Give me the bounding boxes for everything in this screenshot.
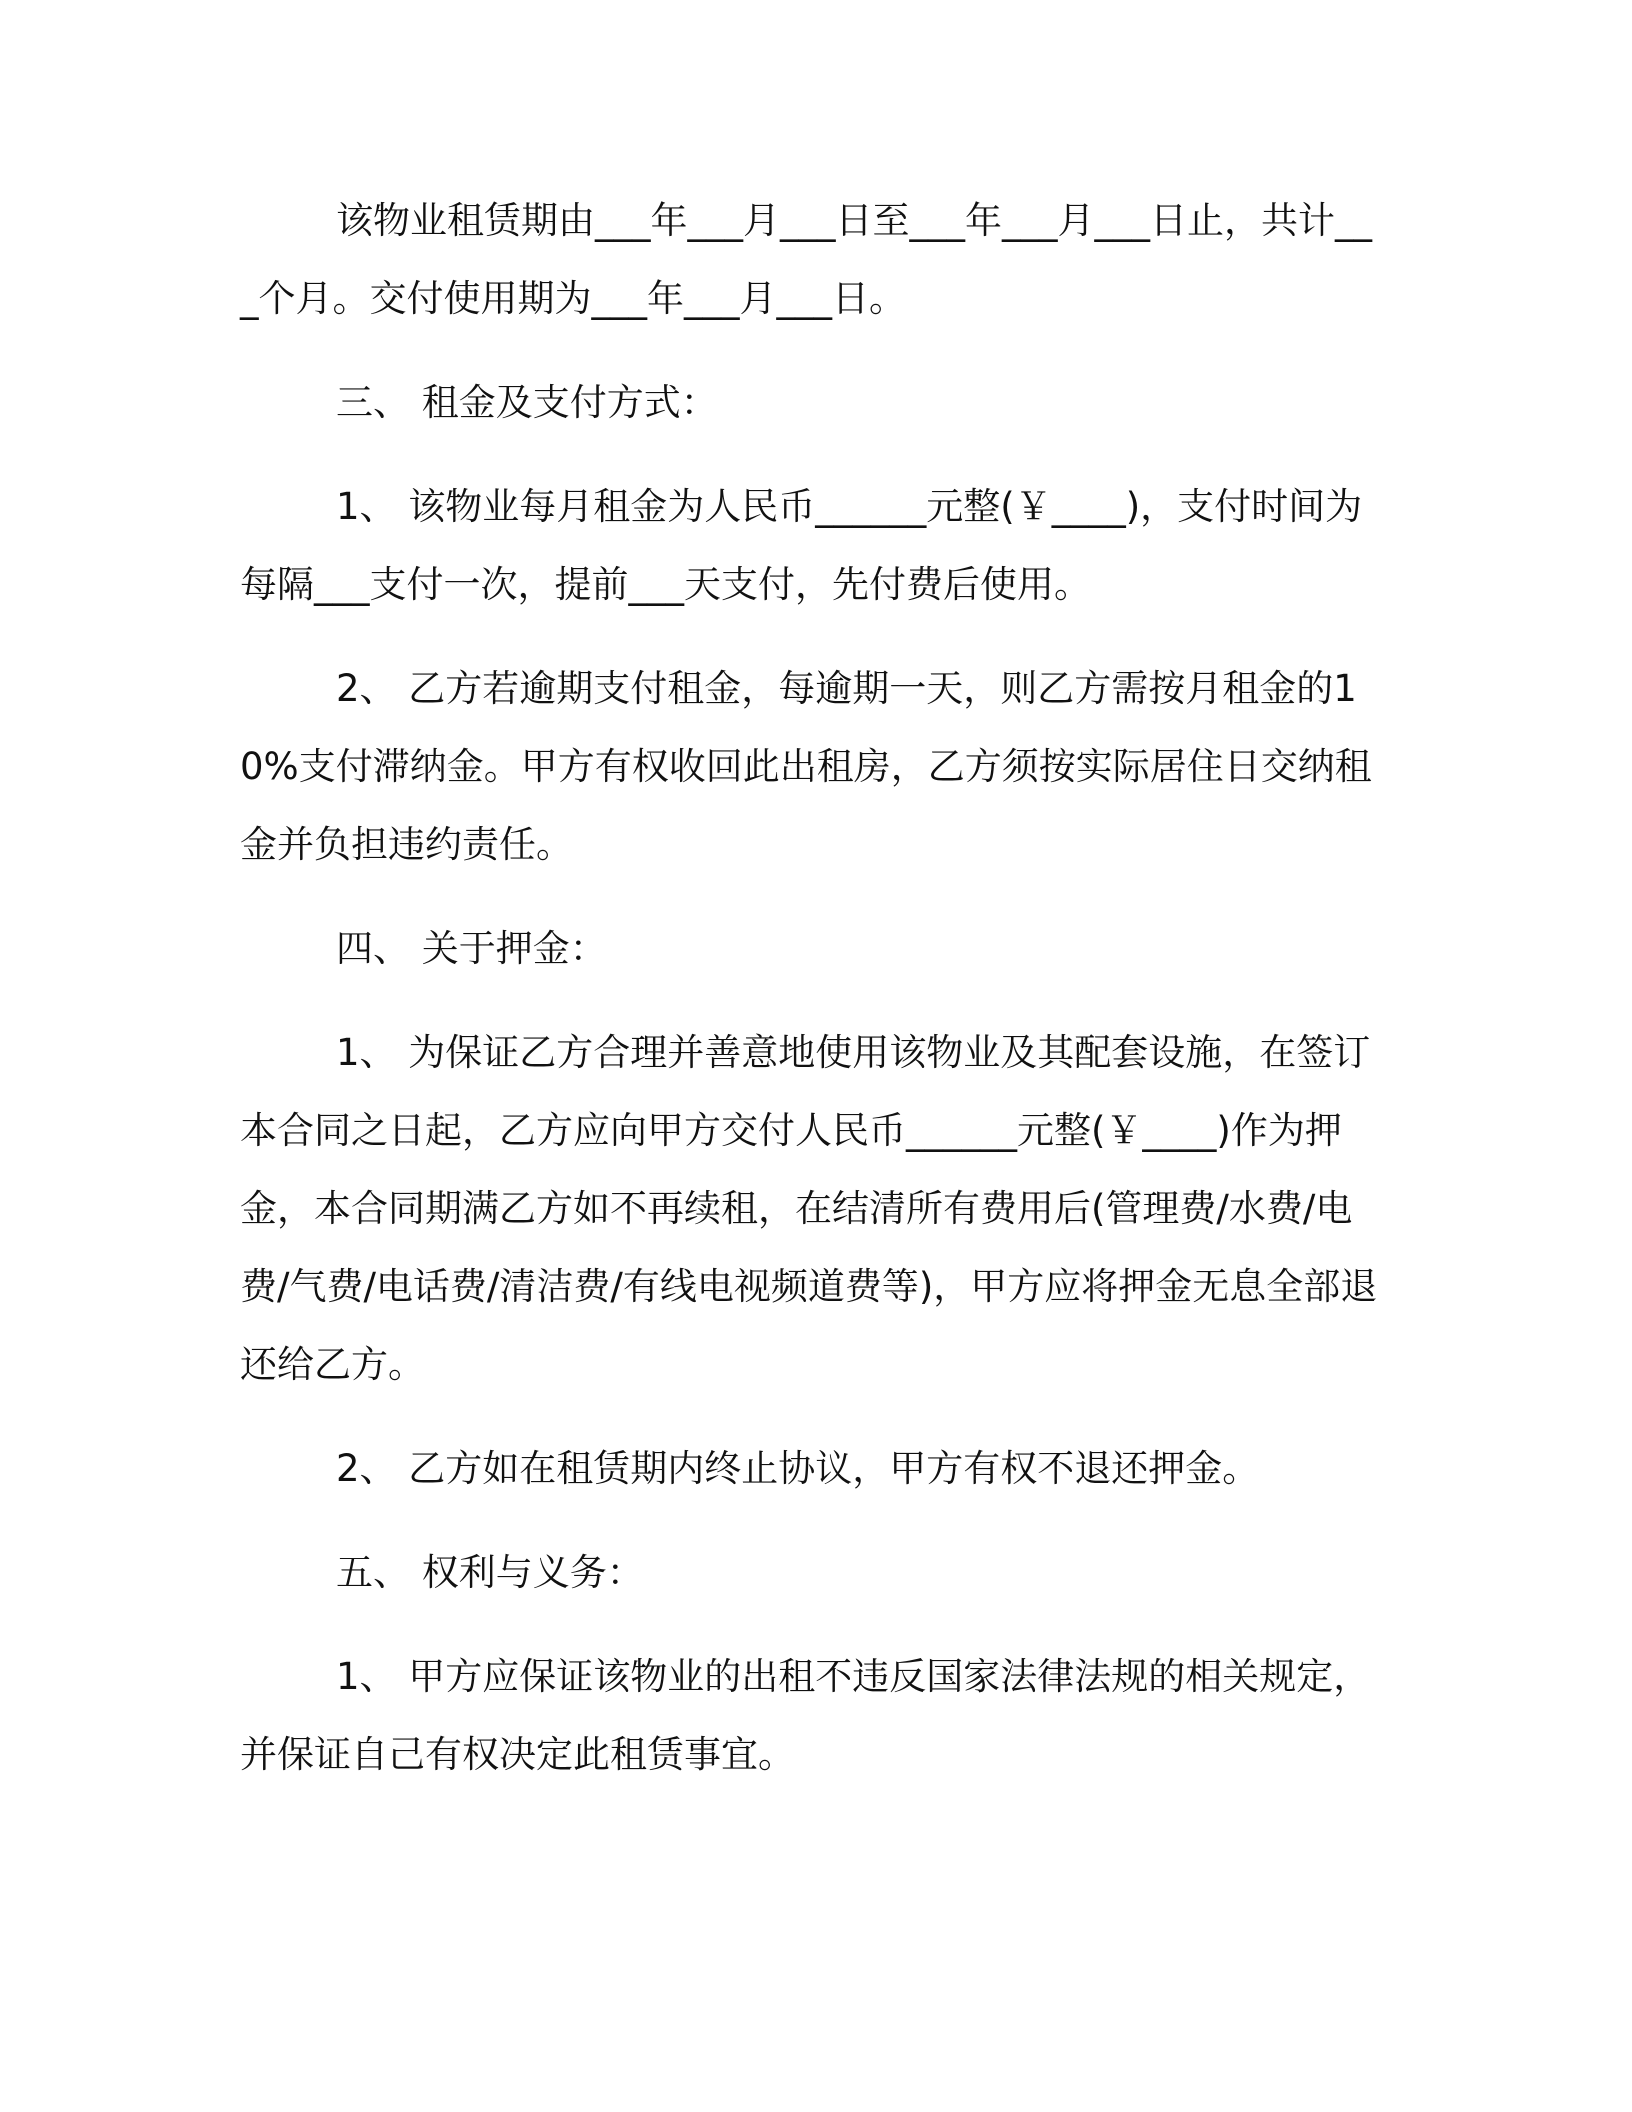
late-payment-paragraph: 2、 乙方若逾期支付租金，每逾期一天，则乙方需按月租金的10%支付滞纳金。甲方有权收回此出租房，乙方须按实际居住日交纳租金并负担违约责任。	[240, 667, 1372, 866]
deposit-forfeit-paragraph: 2、 乙方如在租赁期内终止协议，甲方有权不退还押金。	[336, 1447, 1260, 1490]
rights-obligations-heading: 五、 权利与义务：	[336, 1551, 644, 1594]
document-body	[240, 182, 1385, 1794]
lease-term-paragraph: 该物业租赁期由___年___月___日至___年___月___日止，共计___个月。交付使用期为___年___月___日。	[240, 199, 1372, 320]
rent-payment-heading: 三、 租金及支付方式：	[336, 381, 718, 424]
deposit-amount-paragraph: 1、 为保证乙方合理并善意地使用该物业及其配套设施，在签订本合同之日起，乙方应向甲方交付人民币______元整(￥____)作为押金，本合同期满乙方如不再续租，在结清所有费用后(管理费/水费/电费/气费/电话费/清洁费/有线电视频道费等)，甲方应将押金无息全部退还给乙方。	[240, 1031, 1378, 1386]
deposit-heading: 四、 关于押金：	[336, 927, 607, 970]
landlord-guarantee-paragraph: 1、 甲方应保证该物业的出租不违反国家法律法规的相关规定，并保证自己有权决定此租赁事宜。	[240, 1655, 1371, 1776]
rent-amount-paragraph: 1、 该物业每月租金为人民币______元整(￥____)，支付时间为每隔___支付一次，提前___天支付，先付费后使用。	[240, 485, 1363, 606]
